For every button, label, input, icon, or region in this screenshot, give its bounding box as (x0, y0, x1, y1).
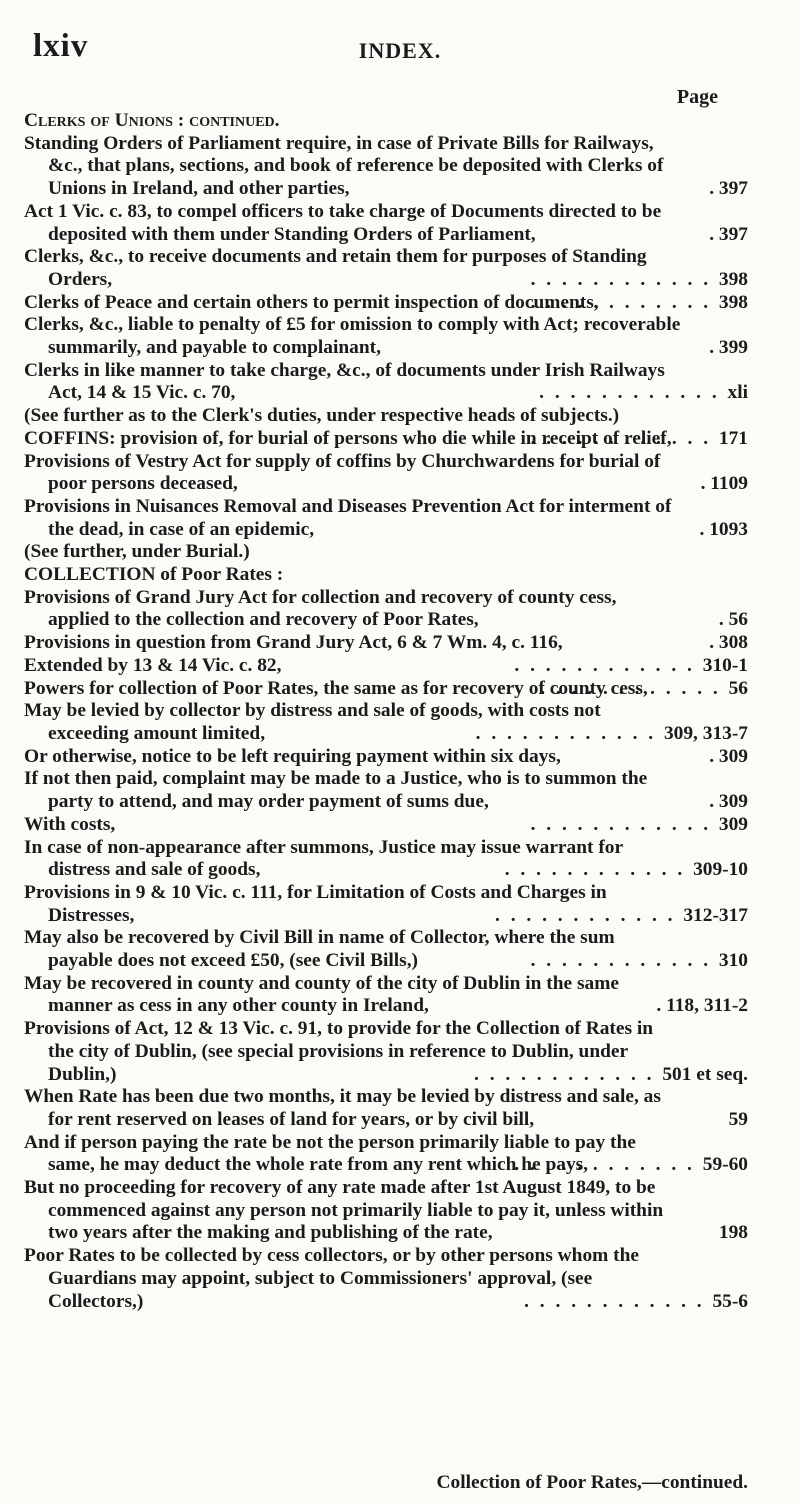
entry-page-ref: 59 (728, 1108, 748, 1130)
page-header (33, 28, 767, 68)
entry-page-ref: . . . 56 (540, 678, 748, 701)
entry-page-ref: . . . xli (539, 382, 748, 405)
entry-text: Clerks of Unions : continued. (24, 110, 280, 131)
entry-page-ref: . 118, 311-2 (656, 995, 748, 1018)
entry-text: Act 1 Vic. c. 83, to compel officers to take charge of Documents directed to be deposited with them under Standing Orders of Parliament, (24, 200, 662, 245)
index-entry (24, 428, 748, 451)
entry-page-ref: . 309 (709, 746, 748, 769)
entry-text: Provisions in Nuisances Removal and Diseases Prevention Act for interment of the dead, in case of an epidemic, (24, 495, 672, 540)
index-entry (24, 768, 748, 813)
entry-text: And if person paying the rate be not the person primarily liable to pay the same, he may deduct the whole rate from any rent which he pays, (24, 1131, 636, 1176)
index-entry (24, 360, 748, 405)
entry-text: May also be recovered by Civil Bill in name of Collector, where the sum payable does not exceed £50, (see Civil Bills,) (24, 927, 615, 972)
entry-page-ref: . 309 (709, 791, 748, 814)
entry-text: Provisions in 9 & 10 Vic. c. 111, for Limitation of Costs and Charges in Distresses, (24, 881, 607, 926)
entry-page-ref: . . . 309-10 (505, 859, 748, 882)
entry-text: Provisions of Act, 12 & 13 Vic. c. 91, to provide for the Collection of Rates in the city of Dublin, (see special provisions in reference to Dublin, under Dublin,) (24, 1018, 654, 1085)
index-entry (24, 927, 748, 972)
entry-text: Clerks of Peace and certain others to permit inspection of documents, (24, 291, 599, 313)
entry-text: Extended by 13 & 14 Vic. c. 82, (24, 654, 282, 676)
index-entry (24, 837, 748, 882)
index-entry (24, 451, 748, 496)
entry-page-ref: . 397 (709, 224, 748, 247)
entry-text: COFFINS: provision of, for burial of persons who die while in receipt of relief, (24, 427, 672, 449)
entry-text: Clerks in like manner to take charge, &c., of documents under Irish Railways Act, 14 & 15 Vic. c. 70, (24, 359, 665, 404)
entry-text: May be levied by collector by distress and sale of goods, with costs not exceeding amount limited, (24, 700, 601, 744)
index-entry (24, 1245, 748, 1313)
entry-page-ref: . . . 171 (531, 428, 748, 451)
page-number: lxiv (33, 28, 89, 64)
index-entry (24, 814, 748, 837)
index-entry (24, 1018, 748, 1086)
entry-text: (See further as to the Clerk's duties, under respective heads of subjects.) (24, 405, 620, 427)
entry-text: Or otherwise, notice to be left requiring payment within six days, (24, 745, 561, 767)
entry-page-ref: . . . 309 (531, 814, 748, 837)
index-entry (24, 700, 748, 745)
index-entry (24, 973, 748, 1018)
index-entry (24, 678, 748, 701)
entry-page-ref: . 56 (719, 609, 748, 632)
entry-text: May be recovered in county and county of the city of Dublin in the same manner as cess in any other county in Ireland, (24, 972, 619, 1017)
entry-page-ref: . . . 310-1 (514, 655, 748, 678)
index-entry (24, 133, 748, 201)
index-entry (24, 496, 748, 541)
entry-page-ref: . 399 (709, 337, 748, 360)
index-entry (24, 587, 748, 632)
entry-text: Provisions of Grand Jury Act for collection and recovery of county cess, applied to the collection and recovery of Poor Rates, (24, 586, 617, 631)
index-entries (24, 110, 748, 1313)
index-entry (24, 405, 748, 428)
entry-page-ref: . 308 (709, 632, 748, 655)
entry-text: Standing Orders of Parliament require, in case of Private Bills for Railways, &c., that plans, sections, and book of reference be deposited with Clerks of Unions in Ireland, and other parties, (24, 132, 664, 200)
running-head: INDEX. (358, 38, 442, 63)
entry-page-ref: . . . 309, 313-7 (476, 723, 748, 746)
entry-text: But no proceeding for recovery of any rate made after 1st August 1849, to be commenced against any person not primarily liable to pay it, unless within two years after the making and publishing of the rate, (24, 1177, 664, 1244)
entry-page-ref: . . . 312-317 (495, 905, 748, 928)
entry-page-ref: . . . 398 (531, 269, 748, 292)
index-entry (24, 564, 748, 587)
index-entry (24, 632, 748, 655)
index-entry (24, 1132, 748, 1177)
index-entry (24, 201, 748, 246)
entry-page-ref: . . . 398 (531, 292, 748, 315)
entry-text: If not then paid, complaint may be made to a Justice, who is to summon the party to attend, and may order payment of sums due, (24, 768, 648, 813)
entry-page-ref: . . . 501 et seq. (474, 1064, 748, 1087)
index-entry (24, 314, 748, 359)
index-entry (24, 110, 748, 133)
entry-text: Powers for collection of Poor Rates, the same as for recovery of county cess, (24, 677, 648, 699)
index-entry (24, 1177, 748, 1245)
entry-text: Poor Rates to be collected by cess collectors, or by other persons whom the Guardians may appoint, subject to Commissioners' approval, (see Collectors,) (24, 1245, 640, 1312)
entry-text: When Rate has been due two months, it may be levied by distress and sale, as for rent reserved on leases of land for years, or by civil bill, (24, 1086, 661, 1130)
index-entry (24, 1086, 748, 1131)
entry-page-ref: . 1093 (700, 519, 748, 542)
entry-page-ref: 198 (718, 1222, 748, 1244)
entry-text: Clerks, &c., to receive documents and retain them for purposes of Standing Orders, (24, 246, 647, 290)
entry-text: COLLECTION of Poor Rates : (24, 564, 284, 586)
entry-page-ref: . 1109 (701, 473, 748, 496)
entry-text: Provisions of Vestry Act for supply of coffins by Churchwardens for burial of poor persons deceased, (24, 450, 661, 495)
index-entry (24, 246, 748, 291)
index-entry (24, 541, 748, 564)
entry-text: With costs, (24, 813, 116, 835)
index-entry (24, 292, 748, 315)
entry-page-ref: . . . 310 (531, 950, 748, 973)
catchline: Collection of Poor Rates,—continued. (436, 1472, 748, 1493)
entry-page-ref: . . . 59-60 (514, 1154, 748, 1177)
entry-text: In case of non-appearance after summons, Justice may issue warrant for distress and sale of goods, (24, 836, 623, 881)
entry-text: Provisions in question from Grand Jury Act, 6 & 7 Wm. 4, c. 116, (24, 632, 563, 654)
entry-text: Clerks, &c., liable to penalty of £5 for omission to comply with Act; recoverable summarily, and payable to complainant, (24, 314, 681, 359)
entry-text: (See further, under Burial.) (24, 541, 250, 563)
page-column-label: Page (676, 86, 718, 108)
index-entry (24, 655, 748, 678)
index-entry (24, 746, 748, 769)
entry-page-ref: . . . 55-6 (524, 1291, 748, 1314)
index-entry (24, 882, 748, 927)
entry-page-ref: . 397 (709, 178, 748, 201)
